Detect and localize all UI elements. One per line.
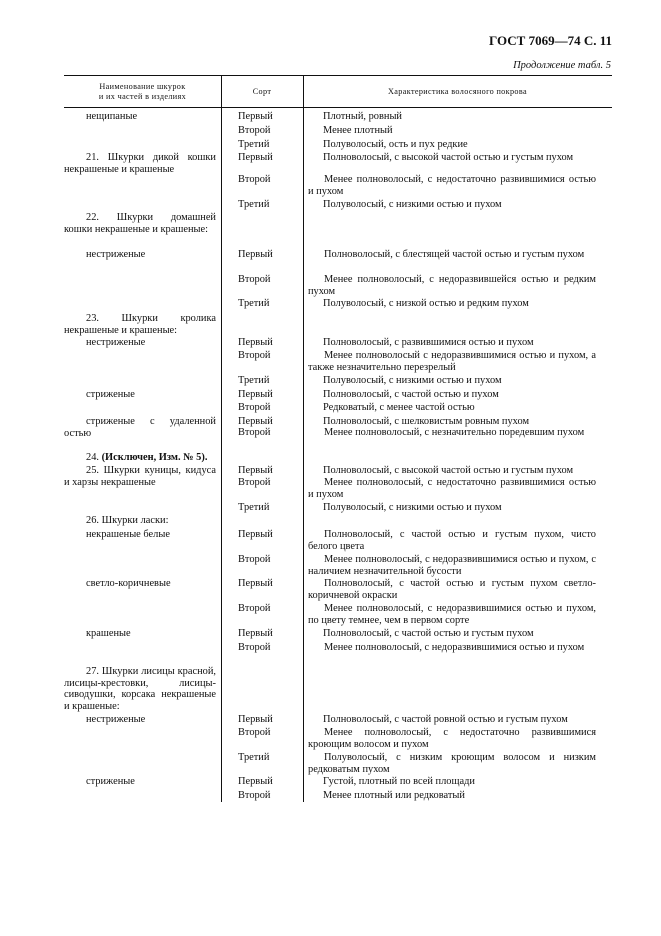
column-divider	[303, 75, 304, 802]
row-grade: Второй	[238, 554, 271, 565]
row-name: некрашеные белые	[86, 529, 170, 540]
row-grade: Второй	[238, 477, 271, 488]
row-grade: Третий	[238, 752, 270, 763]
row-characteristic: Редковатый, с менее частой остью	[323, 402, 475, 413]
row-grade: Первый	[238, 111, 273, 122]
header-name-line: и их частей в изделиях	[98, 92, 187, 101]
row-grade: Второй	[238, 603, 271, 614]
table-top-rule	[64, 75, 612, 76]
row-characteristic: Менее плотный или редковатый	[323, 790, 465, 801]
row-grade: Второй	[238, 642, 271, 653]
row-name: стриженые с удаленной остью	[64, 416, 216, 439]
row-characteristic: Менее полноволосый, с недостаточно развившимися остью и пухом	[308, 174, 596, 197]
row-characteristic: Полноволосый, с частой ровной остью и густым пухом	[323, 714, 568, 725]
row-characteristic: Полноволосый, с блестящей частой остью и густым пухом	[324, 249, 585, 260]
row-grade: Первый	[238, 249, 273, 260]
row-name-excluded-note: (Исключен, Изм. № 5).	[101, 452, 208, 463]
row-grade: Первый	[238, 389, 273, 400]
row-name: 23. Шкурки кролика некрашеные и крашеные:	[64, 313, 216, 336]
row-characteristic: Полноволосый, с частой остью и густым пухом, чисто белого цвета	[308, 529, 596, 552]
row-name: стриженые	[86, 776, 135, 787]
row-characteristic: Менее полноволосый, с недоразвившимися остью и пухом, по цвету темнее, чем в первом сорте	[308, 603, 596, 626]
header-name-line: Наименование шкурок	[99, 82, 186, 91]
row-grade: Третий	[238, 139, 270, 150]
column-divider	[221, 75, 222, 802]
row-grade: Второй	[238, 174, 271, 185]
row-grade: Первый	[238, 152, 273, 163]
row-name: крашеные	[86, 628, 131, 639]
row-characteristic: Менее плотный	[323, 125, 393, 136]
row-characteristic: Полноволосый, с высокой частой остью и густым пухом	[323, 152, 574, 163]
row-name: 25. Шкурки куницы, кидуса и харзы некрашеные	[64, 465, 216, 488]
row-characteristic: Полноволосый, с частой остью и пухом	[323, 389, 499, 400]
header-grade: Сорт	[252, 87, 272, 96]
row-grade: Второй	[238, 350, 271, 361]
row-grade: Второй	[238, 274, 271, 285]
row-characteristic: Менее полноволосый, с недоразвившейся остью и редким пухом	[308, 274, 596, 297]
row-grade: Первый	[238, 628, 273, 639]
row-characteristic: Полноволосый, с частой остью и густым пухом светло-коричневой окраски	[308, 578, 596, 601]
row-characteristic: Менее полноволосый, с незначительно поредевшим пухом	[324, 427, 585, 438]
row-characteristic: Полноволосый, с развившимися остью и пухом	[323, 337, 534, 348]
row-grade: Первый	[238, 578, 273, 589]
row-characteristic: Полуволосый, ость и пух редкие	[323, 139, 468, 150]
row-grade: Третий	[238, 502, 270, 513]
row-characteristic: Полуволосый, с низкими остью и пухом	[323, 199, 502, 210]
row-grade: Третий	[238, 298, 270, 309]
row-characteristic: Полноволосый, с высокой частой остью и густым пухом	[323, 465, 574, 476]
row-characteristic: Густой, плотный по всей площади	[323, 776, 475, 787]
row-grade: Первый	[238, 776, 273, 787]
row-grade: Третий	[238, 375, 270, 386]
row-grade: Первый	[238, 529, 273, 540]
table-header-rule	[64, 107, 612, 108]
row-grade: Первый	[238, 714, 273, 725]
row-characteristic: Полноволосый, с шелковистым ровным пухом	[323, 416, 530, 427]
row-name-prefix: 24.	[86, 452, 102, 463]
header-name-cell	[64, 82, 221, 102]
row-name: 22. Шкурки домашней кошки некрашеные и крашеные:	[64, 212, 216, 235]
row-name: нещипаные	[86, 111, 138, 122]
row-grade: Первый	[238, 416, 273, 427]
row-grade: Второй	[238, 790, 271, 801]
row-name: 26. Шкурки ласки:	[86, 515, 169, 526]
row-name: нестриженые	[86, 249, 146, 260]
row-characteristic: Менее полноволосый, с недоразвившимися остью и пухом	[324, 642, 585, 653]
row-grade: Третий	[238, 199, 270, 210]
row-name-excluded	[86, 452, 207, 464]
row-characteristic: Полуволосый, с низкими остью и пухом	[323, 502, 502, 513]
row-name: 27. Шкурки лисицы красной, лисицы-крестовки, лисицы-сиводушки, корсака некрашеные и крашеные:	[64, 666, 216, 712]
row-characteristic: Полуволосый, с низкими остью и пухом	[323, 375, 502, 386]
row-characteristic: Менее полноволосый с недоразвившимися остью и пухом, а также незначительно перезрелый	[308, 350, 596, 373]
table-continuation-label: Продолжение табл. 5	[513, 60, 611, 71]
row-characteristic: Менее полноволосый, с недостаточно развившимися остью и пухом	[308, 477, 596, 500]
row-name: нестриженые	[86, 714, 146, 725]
row-grade: Второй	[238, 427, 271, 438]
row-name: нестриженые	[86, 337, 146, 348]
row-characteristic: Плотный, ровный	[323, 111, 402, 122]
row-characteristic: Менее полноволосый, с недостаточно развившимися кроющим волосом и пухом	[308, 727, 596, 750]
row-grade: Второй	[238, 125, 271, 136]
row-characteristic: Полуволосый, с низким кроющим волосом и низким редковатым пухом	[308, 752, 596, 775]
row-name: стриженые	[86, 389, 135, 400]
row-characteristic: Полноволосый, с частой остью и густым пухом	[323, 628, 534, 639]
header-characteristic: Характеристика волосяного покрова	[388, 87, 527, 96]
row-name: светло-коричневые	[86, 578, 171, 589]
row-grade: Второй	[238, 402, 271, 413]
row-grade: Второй	[238, 727, 271, 738]
row-grade: Первый	[238, 337, 273, 348]
row-name: 21. Шкурки дикой кошки некрашеные и крашеные	[64, 152, 216, 175]
row-characteristic: Полуволосый, с низкой остью и редким пухом	[323, 298, 529, 309]
row-grade: Первый	[238, 465, 273, 476]
row-characteristic: Менее полноволосый, с недоразвившимися остью и пухом, с наличием незначительной бусости	[308, 554, 596, 577]
page-header: ГОСТ 7069—74 С. 11	[489, 33, 612, 48]
